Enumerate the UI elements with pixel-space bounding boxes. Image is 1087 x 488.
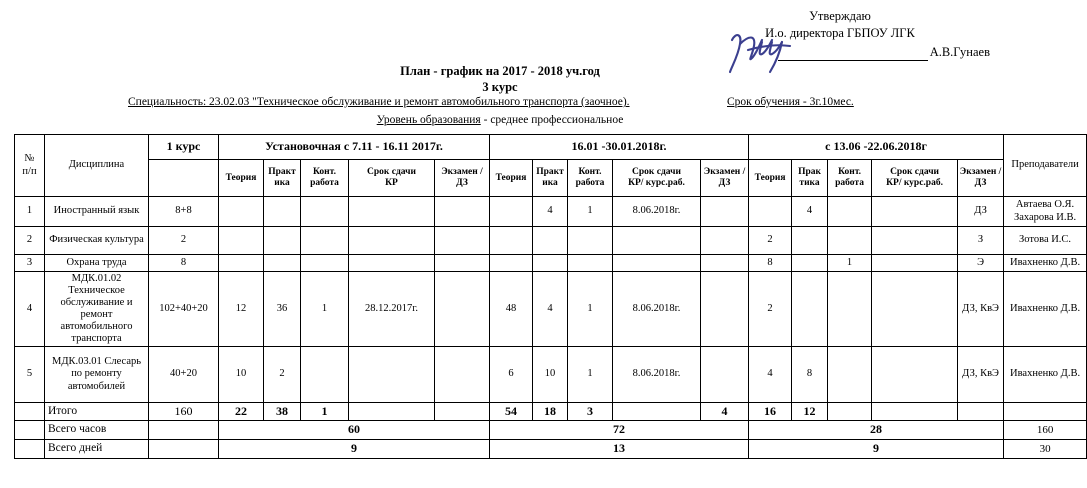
cell-s2-exam xyxy=(701,197,749,227)
cell-s3-control xyxy=(828,227,872,255)
cell-s1-exam xyxy=(435,227,490,255)
cell-s2-exam xyxy=(701,255,749,272)
cell-s2-theory xyxy=(490,197,533,227)
cell-s2-control: 1 xyxy=(568,197,613,227)
header-s3-theory: Теория xyxy=(749,160,792,197)
row-num: 4 xyxy=(15,272,45,347)
cell-teachers: Автаева О.Я. Захарова И.В. xyxy=(1004,197,1087,227)
cell-s1-deadline xyxy=(349,227,435,255)
header-s1-practice: Практ ика xyxy=(264,160,301,197)
hours-total: 160 xyxy=(1004,421,1087,440)
cell-s3-practice xyxy=(792,255,828,272)
specialty-row xyxy=(0,96,1000,112)
cell-s2-deadline: 8.06.2018г. xyxy=(613,272,701,347)
cell-s2-practice: 4 xyxy=(533,272,568,347)
header-teachers: Преподаватели xyxy=(1004,135,1087,197)
page-title: План - график на 2017 - 2018 уч.год xyxy=(400,64,600,78)
hours-session-2: 72 xyxy=(490,421,749,440)
cell-s2-practice xyxy=(533,255,568,272)
cell-s2-deadline: 8.06.2018г. xyxy=(613,197,701,227)
cell-s1-control xyxy=(301,347,349,403)
header-s3-exam: Экзамен / ДЗ xyxy=(958,160,1004,197)
total-row xyxy=(15,403,1087,421)
cell-s1-practice xyxy=(264,197,301,227)
total-s2-theory: 54 xyxy=(490,403,533,421)
specialty-text: Специальность: 23.02.03 "Техническое обслуживание и ремонт автомобильного транспорта (заочное). xyxy=(128,96,630,108)
days-total: 30 xyxy=(1004,440,1087,459)
row-course1: 8 xyxy=(149,255,219,272)
header-course1-sub xyxy=(149,160,219,197)
cell-s1-exam xyxy=(435,272,490,347)
cell-s2-control: 1 xyxy=(568,272,613,347)
cell-s1-exam xyxy=(435,255,490,272)
header-s1-deadline: Срок сдачи КР xyxy=(349,160,435,197)
cell-s1-theory xyxy=(219,255,264,272)
approval-block xyxy=(690,8,990,61)
cell-s3-practice: 4 xyxy=(792,197,828,227)
cell-s2-deadline xyxy=(613,227,701,255)
header-s2-deadline: Срок сдачи КР/ курс.раб. xyxy=(613,160,701,197)
table-row xyxy=(15,347,1087,403)
cell-s2-practice: 10 xyxy=(533,347,568,403)
header-s1-exam: Экзамен / ДЗ xyxy=(435,160,490,197)
cell-s1-practice: 2 xyxy=(264,347,301,403)
cell-s3-deadline xyxy=(872,255,958,272)
row-course1: 8+8 xyxy=(149,197,219,227)
row-course1: 2 xyxy=(149,227,219,255)
total-s1-practice: 38 xyxy=(264,403,301,421)
cell-s3-practice xyxy=(792,272,828,347)
cell-s3-practice: 8 xyxy=(792,347,828,403)
total-hours-row xyxy=(15,421,1087,440)
table-row xyxy=(15,227,1087,255)
header-discipline: Дисциплина xyxy=(45,135,149,197)
cell-s3-deadline xyxy=(872,347,958,403)
cell-s2-practice xyxy=(533,227,568,255)
days-num xyxy=(15,440,45,459)
days-label: Всего дней xyxy=(45,440,149,459)
total-s2-exam: 4 xyxy=(701,403,749,421)
header-s2-control: Конт. работа xyxy=(568,160,613,197)
header-group-2: 16.01 -30.01.2018г. xyxy=(490,135,749,160)
total-s1-deadline xyxy=(349,403,435,421)
education-level-row xyxy=(0,114,1000,126)
cell-s1-control xyxy=(301,255,349,272)
cell-s2-exam xyxy=(701,347,749,403)
signature-line xyxy=(778,47,928,61)
education-level-label: Уровень образования xyxy=(376,114,481,126)
table-row xyxy=(15,197,1087,227)
total-teachers xyxy=(1004,403,1087,421)
cell-s3-exam: ДЗ xyxy=(958,197,1004,227)
hours-label: Всего часов xyxy=(45,421,149,440)
cell-s2-exam xyxy=(701,272,749,347)
row-discipline: Охрана труда xyxy=(45,255,149,272)
header-s3-deadline: Срок сдачи КР/ курс.раб. xyxy=(872,160,958,197)
total-s1-exam xyxy=(435,403,490,421)
cell-teachers: Ивахненко Д.В. xyxy=(1004,255,1087,272)
cell-s1-deadline xyxy=(349,347,435,403)
cell-s3-deadline xyxy=(872,227,958,255)
hours-course1 xyxy=(149,421,219,440)
table-row xyxy=(15,255,1087,272)
cell-s2-control: 1 xyxy=(568,347,613,403)
hours-session-3: 28 xyxy=(749,421,1004,440)
signature-row xyxy=(690,44,990,61)
cell-s1-practice: 36 xyxy=(264,272,301,347)
cell-s1-control xyxy=(301,227,349,255)
cell-s2-theory: 6 xyxy=(490,347,533,403)
cell-s1-practice xyxy=(264,255,301,272)
duration-text: Срок обучения - 3г.10мес. xyxy=(727,96,854,108)
cell-teachers: Ивахненко Д.В. xyxy=(1004,272,1087,347)
row-discipline: МДК.01.02 Техническое обслуживание и ремонт автомобильного транспорта xyxy=(45,272,149,347)
cell-s2-deadline: 8.06.2018г. xyxy=(613,347,701,403)
cell-teachers: Зотова И.С. xyxy=(1004,227,1087,255)
row-discipline: МДК.03.01 Слесарь по ремонту автомобилей xyxy=(45,347,149,403)
cell-s3-exam: ДЗ, КвЭ xyxy=(958,272,1004,347)
total-s3-exam xyxy=(958,403,1004,421)
plan-schedule-table xyxy=(14,134,1087,459)
header-course1: 1 курс xyxy=(149,135,219,160)
cell-s2-theory: 48 xyxy=(490,272,533,347)
cell-s3-exam: Э xyxy=(958,255,1004,272)
cell-s2-theory xyxy=(490,227,533,255)
hours-num xyxy=(15,421,45,440)
header-s1-theory: Теория xyxy=(219,160,264,197)
cell-teachers: Ивахненко Д.В. xyxy=(1004,347,1087,403)
total-s1-control: 1 xyxy=(301,403,349,421)
header-s2-practice: Практ ика xyxy=(533,160,568,197)
header-group-3: с 13.06 -22.06.2018г xyxy=(749,135,1004,160)
cell-s2-control xyxy=(568,227,613,255)
cell-s1-deadline xyxy=(349,197,435,227)
header-s1-control: Конт. работа xyxy=(301,160,349,197)
cell-s1-exam xyxy=(435,347,490,403)
cell-s3-deadline xyxy=(872,272,958,347)
education-level-value: - среднее профессиональное xyxy=(483,114,624,126)
cell-s3-theory: 2 xyxy=(749,227,792,255)
row-course1: 40+20 xyxy=(149,347,219,403)
row-discipline: Физическая культура xyxy=(45,227,149,255)
total-num xyxy=(15,403,45,421)
cell-s1-deadline xyxy=(349,255,435,272)
table-row xyxy=(15,272,1087,347)
cell-s3-theory xyxy=(749,197,792,227)
header-s2-theory: Теория xyxy=(490,160,533,197)
total-s3-theory: 16 xyxy=(749,403,792,421)
cell-s3-control xyxy=(828,347,872,403)
days-course1 xyxy=(149,440,219,459)
cell-s1-theory: 12 xyxy=(219,272,264,347)
cell-s3-practice xyxy=(792,227,828,255)
cell-s3-theory: 4 xyxy=(749,347,792,403)
cell-s3-control xyxy=(828,272,872,347)
cell-s3-deadline xyxy=(872,197,958,227)
cell-s3-control xyxy=(828,197,872,227)
total-s2-control: 3 xyxy=(568,403,613,421)
cell-s3-exam: З xyxy=(958,227,1004,255)
header-num: № п/п xyxy=(15,135,45,197)
row-num: 5 xyxy=(15,347,45,403)
header-group-1: Установочная с 7.11 - 16.11 2017г. xyxy=(219,135,490,160)
days-session-1: 9 xyxy=(219,440,490,459)
header-s2-exam: Экзамен / ДЗ xyxy=(701,160,749,197)
cell-s1-exam xyxy=(435,197,490,227)
cell-s2-theory xyxy=(490,255,533,272)
cell-s2-control xyxy=(568,255,613,272)
approval-word: Утверждаю xyxy=(809,9,871,23)
row-num: 1 xyxy=(15,197,45,227)
total-s2-deadline xyxy=(613,403,701,421)
header-s3-control: Конт. работа xyxy=(828,160,872,197)
cell-s1-deadline: 28.12.2017г. xyxy=(349,272,435,347)
total-days-row xyxy=(15,440,1087,459)
cell-s1-theory xyxy=(219,197,264,227)
director-name: А.В.Гунаев xyxy=(929,44,990,59)
cell-s1-theory xyxy=(219,227,264,255)
total-s1-theory: 22 xyxy=(219,403,264,421)
days-session-2: 13 xyxy=(490,440,749,459)
cell-s3-theory: 8 xyxy=(749,255,792,272)
cell-s3-control: 1 xyxy=(828,255,872,272)
cell-s1-control xyxy=(301,197,349,227)
hours-session-1: 60 xyxy=(219,421,490,440)
cell-s2-exam xyxy=(701,227,749,255)
row-course1: 102+40+20 xyxy=(149,272,219,347)
cell-s3-exam: ДЗ, КвЭ xyxy=(958,347,1004,403)
total-course1: 160 xyxy=(149,403,219,421)
director-line: И.о. директора ГБПОУ ЛГК xyxy=(765,25,915,40)
cell-s1-theory: 10 xyxy=(219,347,264,403)
cell-s3-theory: 2 xyxy=(749,272,792,347)
course-subtitle: 3 курс xyxy=(482,80,518,94)
row-discipline: Иностранный язык xyxy=(45,197,149,227)
header-s3-practice: Прак тика xyxy=(792,160,828,197)
cell-s1-practice xyxy=(264,227,301,255)
total-s3-practice: 12 xyxy=(792,403,828,421)
total-s2-practice: 18 xyxy=(533,403,568,421)
total-s3-deadline xyxy=(872,403,958,421)
cell-s2-deadline xyxy=(613,255,701,272)
cell-s2-practice: 4 xyxy=(533,197,568,227)
row-num: 2 xyxy=(15,227,45,255)
days-session-3: 9 xyxy=(749,440,1004,459)
total-s3-control xyxy=(828,403,872,421)
total-label: Итого xyxy=(45,403,149,421)
row-num: 3 xyxy=(15,255,45,272)
cell-s1-control: 1 xyxy=(301,272,349,347)
